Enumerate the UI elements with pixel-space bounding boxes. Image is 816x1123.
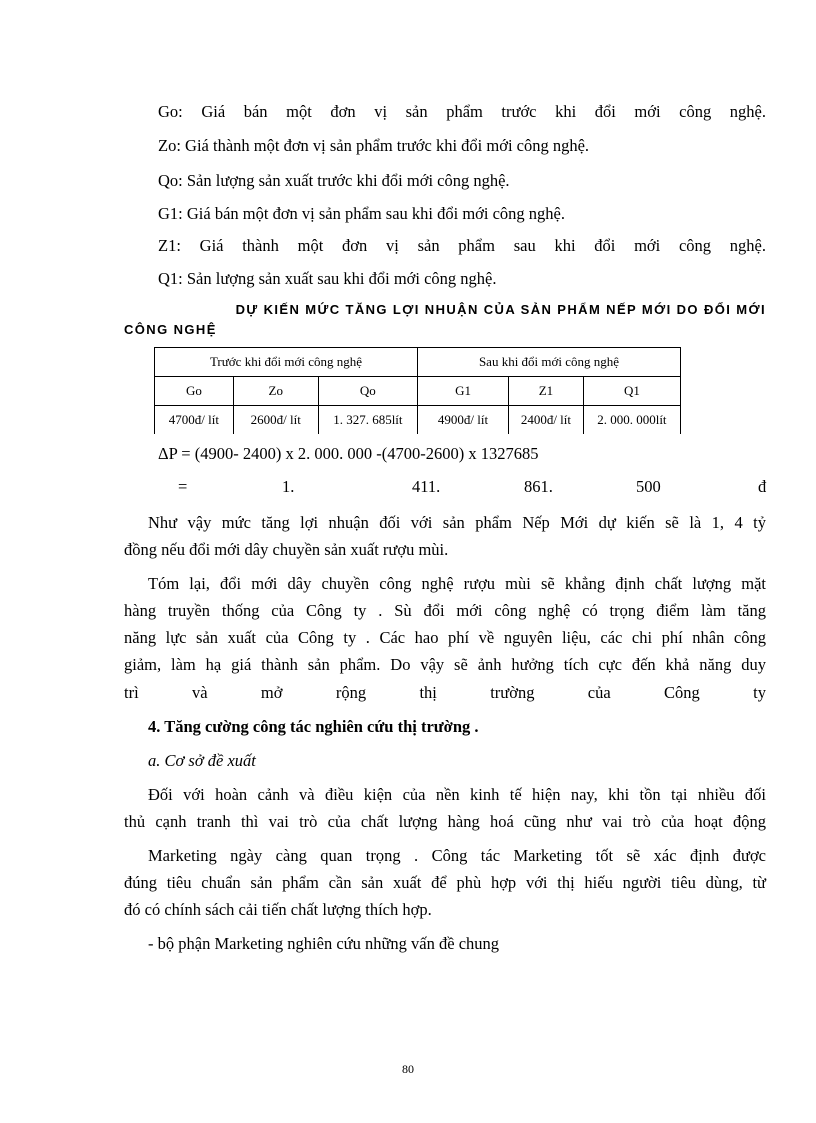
group-before-cell: Trước khi đổi mới công nghệ xyxy=(155,348,418,377)
paragraph-summary-line3: năng lực sản xuất của Công ty . Các hao phí về nguyên liệu, các chi phí nhân công xyxy=(124,628,766,647)
definition-qo: Qo: Sản lượng sản xuất trước khi đổi mới công nghệ. xyxy=(158,171,510,190)
paragraph-profit-line1: Như vậy mức tăng lợi nhuận đối với sản phẩm Nếp Mới dự kiến sẽ là 1, 4 tỷ xyxy=(148,513,766,532)
profit-table xyxy=(154,347,681,434)
paragraph-market-line5: đó có chính sách cải tiến chất lượng thích hợp. xyxy=(124,900,432,919)
value-qo: 1. 327. 685lít xyxy=(318,406,417,435)
definition-g1: G1: Giá bán một đơn vị sản phẩm sau khi đổi mới công nghệ. xyxy=(158,204,565,223)
subheading: a. Cơ sở đề xuất xyxy=(148,751,256,770)
definition-go: Go: Giá bán một đơn vị sản phẩm trước khi đổi mới công nghệ. xyxy=(158,102,766,121)
bullet-item: - bộ phận Marketing nghiên cứu những vấn đề chung xyxy=(148,934,500,953)
page-number: 80 xyxy=(402,1062,414,1076)
table-values-row xyxy=(155,406,681,435)
paragraph-market-line1: Đối với hoàn cảnh và điều kiện của nền kinh tế hiện nay, khi tồn tại nhiều đối xyxy=(148,785,766,804)
result-part-3: 861. xyxy=(524,477,553,496)
result-part-4: 500 xyxy=(636,477,661,496)
paragraph-summary-line5: trì và mở rộng thị trường của Công ty xyxy=(124,683,766,702)
header-zo: Zo xyxy=(233,377,318,406)
profit-formula: ΔP = (4900- 2400) x 2. 000. 000 -(4700-2600) x 1327685 xyxy=(158,444,539,463)
header-z1: Z1 xyxy=(509,377,584,406)
value-z1: 2400đ/ lít xyxy=(509,406,584,435)
paragraph-profit-line2: đồng nếu đổi mới dây chuyền sản xuất rượu mùi. xyxy=(124,540,449,559)
table-group-row xyxy=(155,348,681,377)
result-currency: đ xyxy=(758,477,767,496)
value-zo: 2600đ/ lít xyxy=(233,406,318,435)
definition-zo: Zo: Giá thành một đơn vị sản phẩm trước khi đổi mới công nghệ. xyxy=(158,136,590,155)
value-go: 4700đ/ lít xyxy=(155,406,234,435)
paragraph-summary-line1: Tóm lại, đổi mới dây chuyền công nghệ rượu mùi sẽ khẳng định chất lượng mặt xyxy=(148,574,766,593)
definition-q1: Q1: Sản lượng sản xuất sau khi đổi mới công nghệ. xyxy=(158,269,497,288)
header-qo: Qo xyxy=(318,377,417,406)
paragraph-summary-line2: hàng truyền thống của Công ty . Sù đổi mới công nghệ có trọng điểm làm tăng xyxy=(124,601,766,620)
paragraph-market-line4: đúng tiêu chuẩn sản phẩm cần sản xuất để phù hợp với thị hiếu người tiêu dùng, từ xyxy=(124,873,766,892)
table-title-continued: CÔNG NGHỆ xyxy=(124,322,217,337)
value-g1: 4900đ/ lít xyxy=(418,406,509,435)
section-heading: 4. Tăng cường công tác nghiên cứu thị trường . xyxy=(148,717,479,736)
paragraph-market-line3: Marketing ngày càng quan trọng . Công tác Marketing tốt sẽ xác định được xyxy=(148,846,766,865)
header-q1: Q1 xyxy=(583,377,680,406)
value-q1: 2. 000. 000lít xyxy=(583,406,680,435)
definition-z1: Z1: Giá thành một đơn vị sản phẩm sau khi đổi mới công nghệ. xyxy=(158,236,766,255)
table-header-row xyxy=(155,377,681,406)
result-part-2: 411. xyxy=(412,477,441,496)
paragraph-summary-line4: giảm, làm hạ giá thành sản phẩm. Do vậy sẽ ảnh hưởng tích cực đến khả năng duy xyxy=(124,655,766,674)
group-after-cell: Sau khi đổi mới công nghệ xyxy=(418,348,681,377)
result-part-1: 1. xyxy=(282,477,295,496)
header-go: Go xyxy=(155,377,234,406)
table-title: DỰ KIẾN MỨC TĂNG LỢI NHUẬN CỦA SẢN PHẨM NẾP MỚI DO ĐỔI MỚI xyxy=(235,302,766,317)
paragraph-market-line2: thủ cạnh tranh thì vai trò của chất lượng hàng hoá cũng như vai trò của hoạt động xyxy=(124,812,766,831)
header-g1: G1 xyxy=(418,377,509,406)
result-equals: = xyxy=(178,477,188,496)
